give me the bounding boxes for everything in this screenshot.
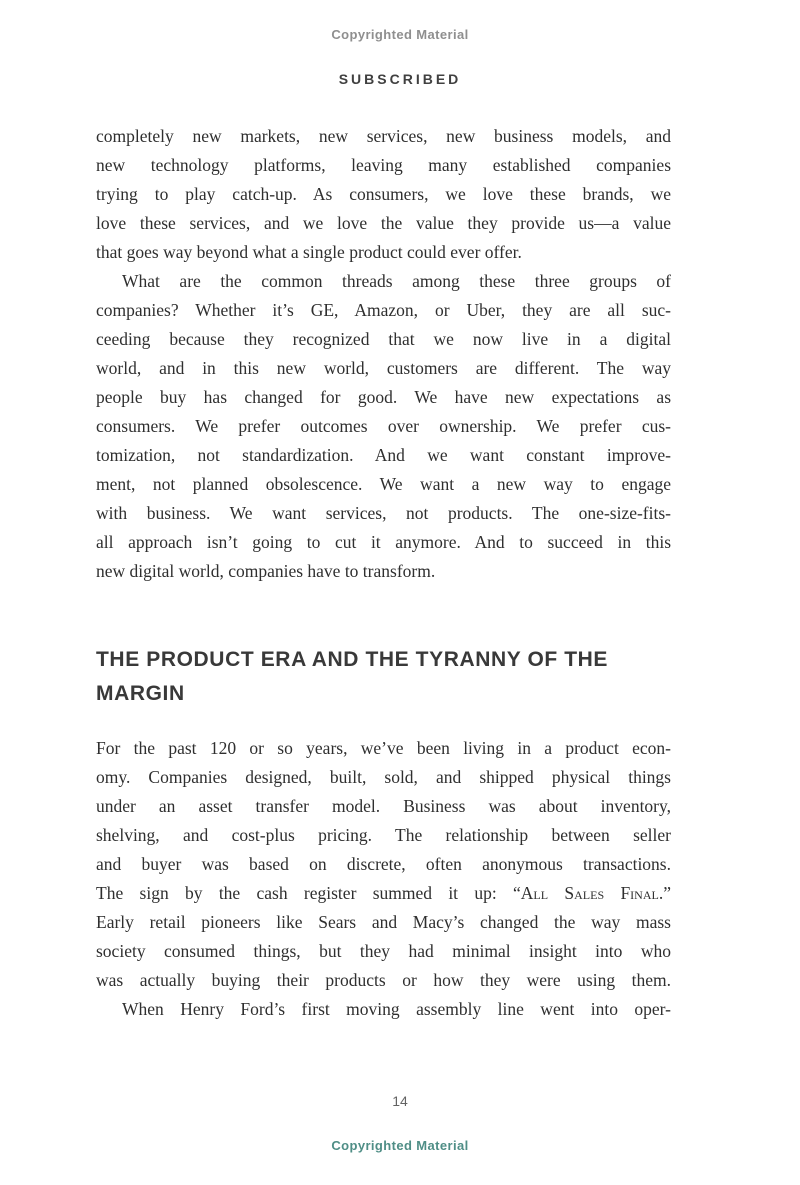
- small-caps-phrase: All Sales Final.: [520, 883, 664, 903]
- body-line: companies? Whether it’s GE, Amazon, or Uber, they are all suc-: [96, 300, 671, 320]
- section-heading-line-2: MARGIN: [96, 682, 185, 705]
- body-line: tomization, not standardization. And we want constant improve-: [96, 445, 671, 465]
- body-line: trying to play catch-up. As consumers, we love these brands, we: [96, 184, 671, 204]
- section-heading: [96, 643, 671, 711]
- body-line: love these services, and we love the value they provide us—a value: [96, 213, 671, 233]
- body-line: consumers. We prefer outcomes over ownership. We prefer cus-: [96, 416, 671, 436]
- paragraph: [96, 734, 671, 995]
- page-number: 14: [392, 1093, 408, 1109]
- body-line: was actually buying their products or how they were using them.: [96, 970, 671, 990]
- bottom-copyright-notice: Copyrighted Material: [331, 1138, 469, 1153]
- body-line: and buyer was based on discrete, often anonymous transactions.: [96, 854, 671, 874]
- body-line: new digital world, companies have to transform.: [96, 561, 436, 581]
- paragraph: [96, 267, 671, 586]
- body-line: with business. We want services, not products. The one-size-fits-: [96, 503, 671, 523]
- paragraph-group-top: [96, 122, 671, 586]
- body-line: For the past 120 or so years, we’ve been living in a product econ-: [96, 738, 671, 758]
- body-line: shelving, and cost-plus pricing. The relationship between seller: [96, 825, 671, 845]
- body-line: all approach isn’t going to cut it anymore. And to succeed in this: [96, 532, 671, 552]
- body-line: ment, not planned obsolescence. We want a new way to engage: [96, 474, 671, 494]
- paragraph: [96, 995, 671, 1024]
- body-column: [96, 122, 671, 1024]
- body-line: When Henry Ford’s first moving assembly line went into oper-: [122, 999, 671, 1019]
- paragraph-group-bottom: [96, 734, 671, 1024]
- running-head: SUBSCRIBED: [338, 71, 462, 87]
- body-line: that goes way beyond what a single product could ever offer.: [96, 242, 522, 262]
- body-line: people buy has changed for good. We have new expectations as: [96, 387, 671, 407]
- body-line: Early retail pioneers like Sears and Macy’s changed the way mass: [96, 912, 671, 932]
- section-heading-line-1: THE PRODUCT ERA AND THE TYRANNY OF THE: [96, 648, 609, 671]
- body-line: ceeding because they recognized that we now live in a digital: [96, 329, 671, 349]
- body-line: [96, 879, 671, 908]
- paragraph: [96, 122, 671, 267]
- body-text-segment: The sign by the cash register summed it up: “: [96, 883, 521, 903]
- top-copyright-notice: Copyrighted Material: [331, 27, 469, 42]
- body-line: new technology platforms, leaving many established companies: [96, 155, 671, 175]
- body-line: world, and in this new world, customers are different. The way: [96, 358, 671, 378]
- body-line: What are the common threads among these three groups of: [122, 271, 671, 291]
- body-line: under an asset transfer model. Business was about inventory,: [96, 796, 671, 816]
- body-line: society consumed things, but they had minimal insight into who: [96, 941, 671, 961]
- body-line: completely new markets, new services, new business models, and: [96, 126, 671, 146]
- body-line: omy. Companies designed, built, sold, and shipped physical things: [96, 767, 671, 787]
- body-text-segment: ”: [663, 883, 671, 903]
